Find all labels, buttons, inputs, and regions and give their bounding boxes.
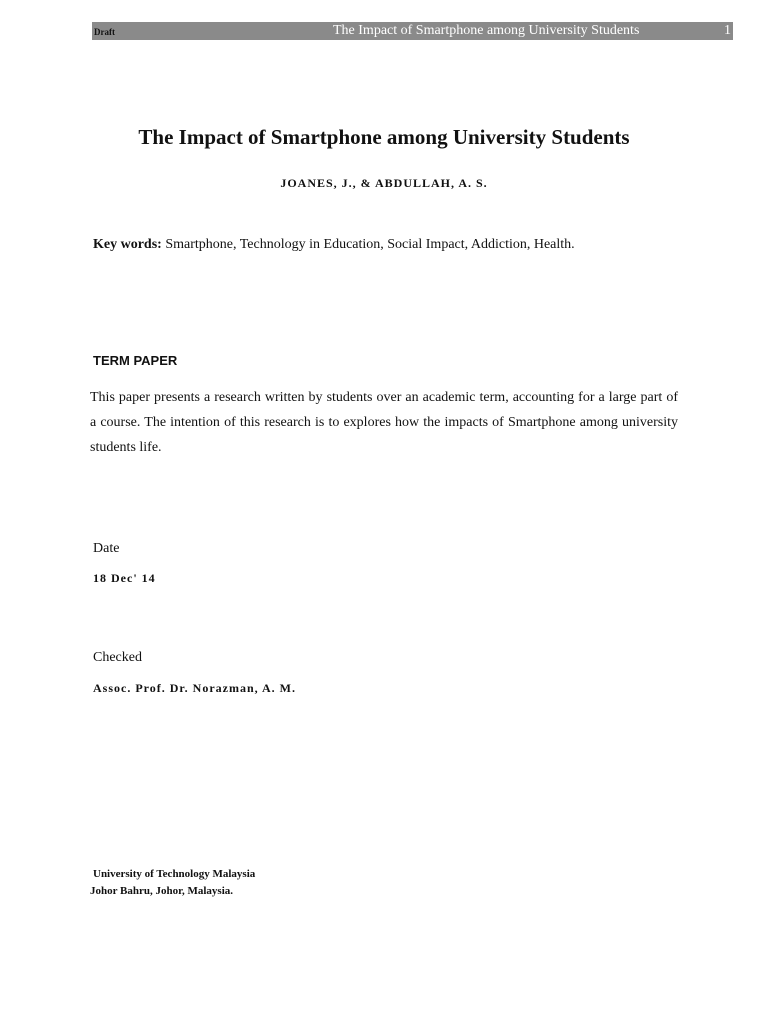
authors: JOANES, J., & ABDULLAH, A. S. (280, 176, 488, 190)
page-number: 1 (724, 23, 731, 38)
university-name: University of Technology Malaysia (93, 868, 256, 880)
running-title: The Impact of Smartphone among University Students (333, 23, 640, 38)
term-paper-heading: TERM PAPER (93, 353, 178, 368)
page-header (92, 22, 733, 40)
keywords-value: Smartphone, Technology in Education, Social Impact, Addiction, Health. (165, 237, 575, 252)
keywords-label: Key words: (93, 237, 162, 252)
keywords (93, 237, 575, 253)
date-value: 18 Dec' 14 (93, 571, 156, 585)
term-paper-body: This paper presents a research written by students over an academic term, accounting for a large part of a course. The intention of this research is to explores how the impacts of Smartphone among university students life. (90, 390, 678, 455)
date-label: Date (93, 541, 120, 556)
checked-by: Assoc. Prof. Dr. Norazman, A. M. (93, 681, 296, 695)
checked-label: Checked (93, 650, 142, 665)
document-title: The Impact of Smartphone among University Students (138, 125, 630, 149)
draft-label: Draft (94, 27, 115, 37)
university-location: Johor Bahru, Johor, Malaysia. (90, 885, 234, 897)
